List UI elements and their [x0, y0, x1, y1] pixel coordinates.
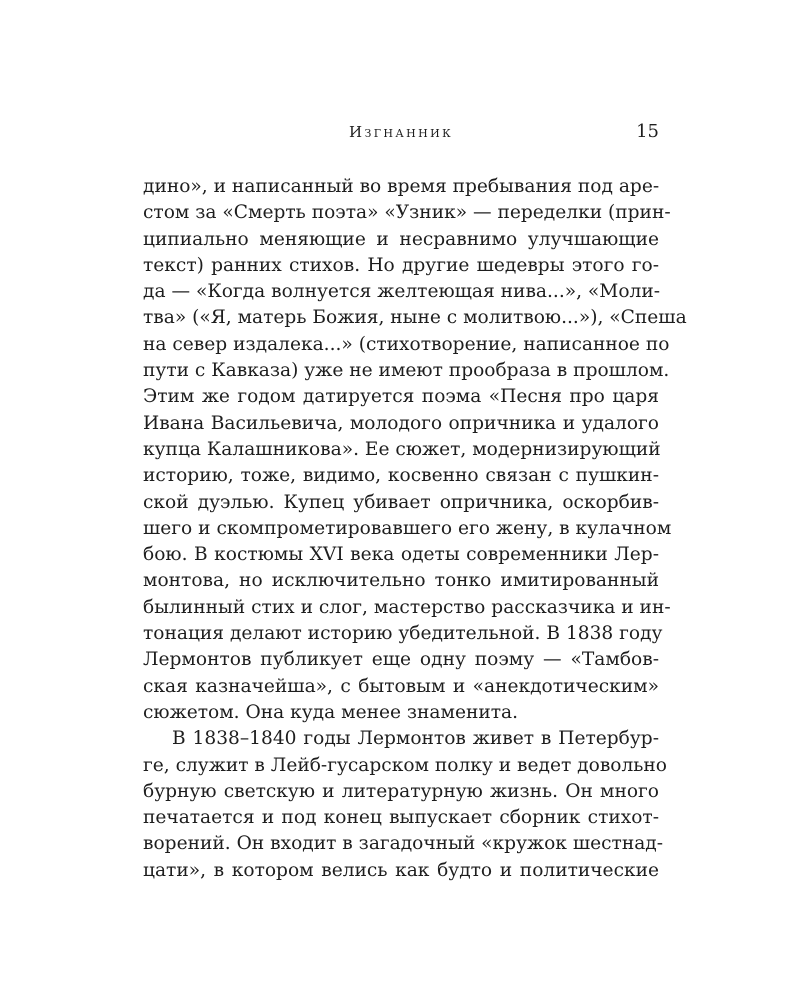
text-line: былинный стих и слог, мастерство рассказчика и ин-	[143, 596, 671, 618]
body-text	[143, 174, 687, 884]
text-line: ворений. Он входит в загадочный «кружок шестнад-	[143, 833, 664, 855]
text-line: ге, служит в Лейб-гусарском полку и ведет довольно	[143, 754, 668, 776]
text-line: бурную светскую и литературную жизнь. Он много	[143, 780, 659, 802]
text-line: пути с Кавказа) уже не имеют прообраза в прошлом.	[143, 360, 670, 382]
text-line: ской дуэлью. Купец убивает опричника, оскорбив-	[143, 491, 659, 513]
text-line: Ивана Васильевича, молодого опричника и удалого	[143, 412, 659, 434]
page-number: 15	[636, 121, 659, 142]
text-line: шего и скомпрометировавшего его жену, в кулачном	[143, 517, 672, 539]
text-line: ципиально меняющие и несравнимо улучшающие	[143, 228, 659, 250]
text-line: тва» («Я, матерь Божия, ныне с молитвою...»), «Спеша	[143, 307, 687, 329]
text-line: печатается и под конец выпускает сборник стихот-	[143, 807, 659, 829]
text-line: стом за «Смерть поэта» «Узник» — переделки (прин-	[143, 202, 671, 224]
text-line: бою. В костюмы XVI века одеты современники Лер-	[143, 544, 659, 566]
text-line: на север издалека...» (стихотворение, написанное по	[143, 333, 670, 355]
text-line: тонация делают историю убедительной. В 1838 году	[143, 623, 663, 645]
text-line: цати», в котором велись как будто и политические	[143, 859, 659, 881]
paragraph-first-line: В 1838–1840 годы Лермонтов живет в Петербур-	[172, 728, 659, 750]
text-line: монтова, но исключительно тонко имитированный	[143, 570, 659, 592]
text-line: купца Калашникова». Ее сюжет, модернизирующий	[143, 438, 661, 460]
paragraph-end-line: сюжетом. Она куда менее знаменита.	[143, 701, 519, 723]
text-line: Этим же годом датируется поэма «Песня про царя	[143, 386, 659, 408]
text-line: да — «Когда волнуется желтеющая нива...», «Моли-	[143, 281, 661, 303]
text-line: дино», и написанный во время пребывания под аре-	[143, 176, 660, 197]
text-line: текст) ранних стихов. Но другие шедевры этого го-	[143, 254, 659, 276]
running-head	[143, 117, 659, 147]
text-line: Лермонтов публикует еще одну поэму — «Тамбов-	[143, 649, 659, 671]
text-line: историю, тоже, видимо, косвенно связан с пушкин-	[143, 465, 659, 487]
text-line: ская казначейша», с бытовым и «анекдотическим»	[143, 675, 659, 697]
running-title: Изгнанник	[348, 123, 454, 141]
